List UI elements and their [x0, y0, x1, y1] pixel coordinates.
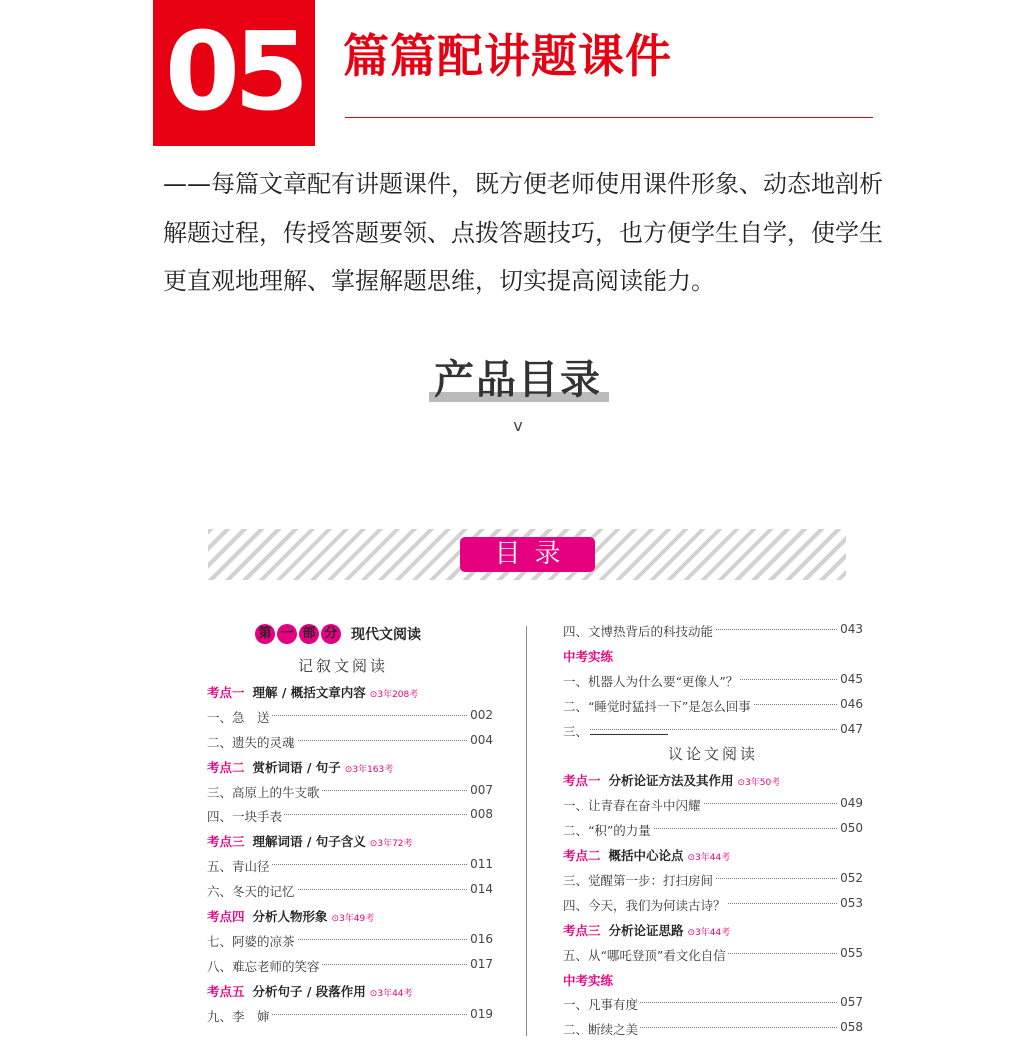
toc-entry-page: 049 — [837, 796, 863, 810]
exam-point-desc: 理解词语 / 句子含义 — [252, 834, 366, 850]
toc-entry-page: 008 — [467, 807, 493, 821]
toc-entry-title: 三、高原上的牛支歌 — [207, 784, 320, 800]
exam-count-badge: ⊙3年208考 — [369, 690, 419, 700]
toc-entry-title: 四、一块手表 — [207, 809, 283, 825]
toc-entry — [563, 892, 863, 917]
exam-point-name: 考点三 — [563, 922, 601, 938]
toc-entry-title: 五、从“哪吒登顶”看文化自信 — [563, 947, 726, 963]
toc-entry-title: 一、让青春在奋斗中闪耀 — [563, 798, 701, 814]
practice-heading: 中考实练 — [563, 648, 614, 664]
exam-count-badge: ⊙3年72考 — [369, 839, 413, 850]
chevron-down-icon: v — [513, 416, 523, 435]
toc-entry-page: 055 — [837, 946, 863, 960]
title-rule — [345, 117, 873, 118]
part-char: 一 — [277, 624, 297, 644]
exam-point-heading — [563, 767, 863, 792]
exam-point-heading — [193, 903, 493, 928]
toc-entry-title: 六、冬天的记忆 — [207, 884, 295, 900]
toc-entry-title: 二、“睡觉时猛抖一下”是怎么回事 — [563, 698, 751, 714]
toc-entry — [193, 878, 493, 903]
toc-entry — [563, 718, 863, 743]
exam-point-heading — [193, 754, 493, 779]
toc-entry-title: 四、文博热背后的科技动能 — [563, 624, 714, 639]
part-char: 部 — [299, 624, 319, 644]
exam-point-name: 考点五 — [207, 983, 245, 999]
toc-entry — [193, 779, 493, 804]
part-char: 分 — [321, 624, 341, 644]
exam-point-heading — [563, 842, 863, 867]
toc-entry-title: 五、青山径 — [207, 859, 270, 875]
exam-point-desc: 分析人物形象 — [252, 909, 328, 925]
exam-count-badge: ⊙3年44考 — [687, 853, 731, 864]
part-title: 现代文阅读 — [351, 627, 421, 643]
exam-point-name: 考点一 — [207, 685, 245, 700]
toc-entry-page: 004 — [467, 733, 493, 747]
part-char: 第 — [255, 624, 275, 644]
exam-count-badge: ⊙3年49考 — [331, 914, 375, 925]
exam-count-badge: ⊙3年44考 — [687, 927, 731, 938]
toc-entry — [563, 817, 863, 842]
exam-point-desc: 理解 / 概括文章内容 — [252, 685, 366, 700]
catalog-title: 产品目录 — [434, 357, 602, 403]
section-number: 05 — [153, 0, 315, 146]
exam-point-heading — [563, 917, 863, 942]
toc-header-label: 目录 — [460, 537, 595, 572]
exam-point-desc: 概括中心论点 — [608, 848, 684, 864]
toc-entry-title: 三、 — [563, 723, 589, 739]
exam-point-desc: 分析句子 / 段落作用 — [252, 983, 366, 999]
exam-point-desc: 赏析词语 / 句子 — [252, 759, 341, 775]
toc-entry — [193, 1003, 493, 1028]
exam-point-name: 考点二 — [563, 848, 601, 864]
part-heading — [193, 618, 493, 654]
exam-point-heading — [193, 679, 493, 704]
toc-entry-title: 一、机器人为什么要“更像人”？ — [563, 673, 739, 689]
exam-point-name: 考点三 — [207, 834, 245, 850]
toc-entry-title: 一、凡事有度 — [563, 997, 639, 1013]
section-title: 篇篇配讲题课件 — [343, 29, 672, 83]
blank-line — [590, 734, 668, 735]
toc-entry-page: 052 — [837, 871, 863, 885]
toc-entry — [563, 942, 863, 967]
toc-entry — [563, 618, 863, 643]
toc-entry-title: 八、难忘老师的笑容 — [207, 958, 320, 974]
toc-entry-page: 014 — [467, 882, 493, 896]
exam-point-desc: 分析论证思路 — [608, 922, 684, 938]
exam-point-name: 考点四 — [207, 909, 245, 925]
toc-entry-page: 058 — [837, 1020, 863, 1034]
toc-entry — [193, 729, 493, 754]
toc-entry — [193, 953, 493, 978]
section-description — [163, 160, 893, 306]
toc-entry-page: 007 — [467, 783, 493, 797]
subheading-argumentative: 议论文阅读 — [667, 745, 758, 764]
toc-right-column — [563, 618, 863, 1041]
toc-entry — [563, 693, 863, 718]
toc-entry — [563, 1016, 863, 1041]
description-line: ——每篇文章配有讲题课件，既方便老师使用课件形象、动态地剖析 — [163, 170, 883, 198]
toc-entry — [563, 867, 863, 892]
exam-count-badge: ⊙3年50考 — [737, 778, 781, 789]
toc-entry-title: 九、李 婶 — [207, 1008, 270, 1024]
description-line: 更直观地理解、掌握解题思维，切实提高阅读能力。 — [163, 267, 715, 295]
exam-point-desc: 分析论证方法及其作用 — [608, 773, 734, 789]
toc-entry — [193, 803, 493, 828]
exam-count-badge: ⊙3年44考 — [369, 988, 413, 999]
practice-heading: 中考实练 — [563, 972, 614, 988]
toc-entry-title: 二、遗失的灵魂 — [207, 734, 295, 750]
toc-entry — [563, 792, 863, 817]
toc-entry — [563, 991, 863, 1016]
toc-entry — [563, 668, 863, 693]
exam-count-badge: ⊙3年163考 — [344, 764, 394, 775]
exam-point-heading — [193, 978, 493, 1003]
toc-entry-page: 016 — [467, 932, 493, 946]
exam-point-name: 考点二 — [207, 759, 245, 775]
column-divider — [526, 626, 527, 1036]
toc-entry-title: 二、“积”的力量 — [563, 823, 651, 839]
toc-entry-page: 045 — [837, 672, 863, 686]
toc-entry-page: 047 — [837, 722, 863, 736]
toc-entry — [193, 853, 493, 878]
toc-entry-page: 019 — [467, 1007, 493, 1021]
toc-entry — [193, 928, 493, 953]
leader-dots — [563, 729, 863, 730]
exam-point-heading — [193, 828, 493, 853]
toc-left-column — [193, 618, 493, 1027]
exam-point-name: 考点一 — [563, 773, 601, 789]
toc-entry-page: 050 — [837, 821, 863, 835]
toc-entry-page: 043 — [837, 622, 863, 636]
toc-entry-title: 二、断续之美 — [563, 1022, 639, 1038]
subheading-narrative: 记叙文阅读 — [297, 657, 388, 675]
toc-entry-page: 011 — [467, 857, 493, 871]
toc-entry-title: 四、今天，我们为何读古诗？ — [563, 897, 726, 913]
toc-entry-page: 017 — [467, 957, 493, 971]
toc-entry-page: 002 — [467, 708, 493, 722]
toc-entry — [193, 704, 493, 729]
description-line: 解题过程，传授答题要领、点拨答题技巧，也方便学生自学，使学生 — [163, 218, 883, 247]
toc-entry-title: 三、觉醒第一步：打扫房间 — [563, 873, 714, 889]
toc-entry-page: 057 — [837, 995, 863, 1009]
toc-entry-title: 七、阿婆的凉茶 — [207, 933, 295, 949]
toc-entry-page: 046 — [837, 697, 863, 711]
toc-entry-page: 053 — [837, 896, 863, 910]
toc-entry-title: 一、急 送 — [207, 709, 270, 725]
